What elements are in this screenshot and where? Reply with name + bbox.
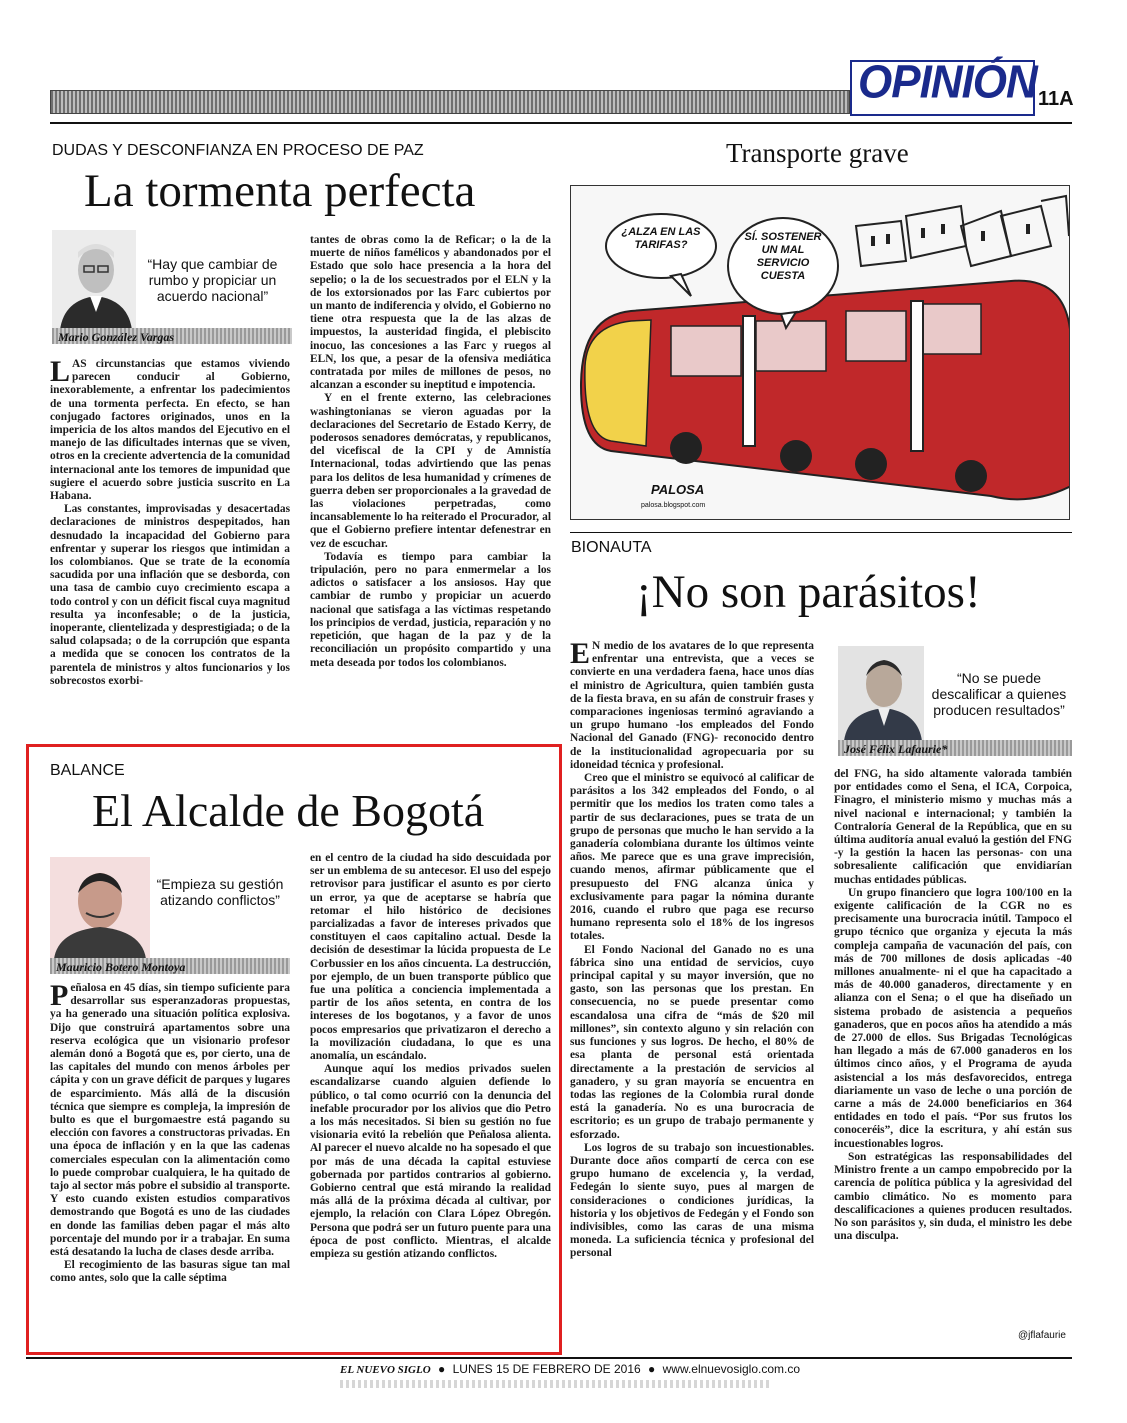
author-bar-lafaurie: José Félix Lafaurie* — [838, 740, 1072, 756]
paragraph: Son estratégicas las responsabilidades del Ministro frente a un campo empobrecido por la carencia de política pública y la agresividad del cambio climático. No es momento para descalificaciones a quienes producen resultados. No son parásitos y, sin duda, el ministro les debe una disculpa. — [834, 1150, 1072, 1243]
article2-column-1 — [570, 637, 814, 1261]
bullet-icon: ● — [438, 1362, 446, 1376]
article2-quote: “No se puede descalificar a quienes producen resultados” — [931, 670, 1067, 718]
cartoon-title: Transporte grave — [726, 138, 909, 168]
speech-bubble-2: SÍ. SOSTENER UN MAL SERVICIO CUESTA — [744, 231, 822, 282]
paragraph: Y en el frente externo, las celebraciones washingtonianas se vieron aguadas por la declaraciones del Secretario de Estado Kerry, de poderosos senadores demócratas, y republicanos, del vicefiscal de la CPI y de Amnistía Internacional, todas advirtiendo que las penas para los delitos de lesa humanidad y crímenes de guerra deben ser proporcionales a la gravedad de las violaciones perpetradas, como incansablemente lo ha reiterado el Procurador, al que el Gobierno prefiere intentar defenestrar en vez de escuchar. — [310, 392, 551, 550]
cartoon-frame — [570, 185, 1070, 520]
article2-top-rule — [570, 532, 1072, 533]
author-photo-botero — [50, 857, 150, 959]
article3-column-2 — [310, 852, 551, 1261]
article3-kicker: BALANCE — [50, 762, 125, 779]
paragraph: eñalosa en 45 días, sin tiempo suficiente para desarrollar sus esperanzadoras propuestas, ya ha generado una situación política explosiva. Dijo que construirá apartamentos sobre una reserva ecológica que un visionario profesor alemán donó a Bogotá que es, por cierto, una de las capitales del mundo con menos árboles per cápita y con un grave déficit de parques y lugares de esparcimiento. Más allá de la discusión técnica que siempre es compleja, la impresión de bulto es que el burgomaestre está pagando su elección con favores a constructoras privadas. En una época de inflación y en la que las cadenas comerciales especulan con la alimentación como lo puede comprobar cualquiera, le ha quitado de tajo al sector más pobre el subsidio al transporte. Y esto cuando existen estudios comparativos demostrando que Bogotá es uno de las ciudades en donde las familias deben pagar el más alto porcentaje del mundo por ir a trabajar. En suma está desatando la lucha de clases desde arriba. — [50, 982, 290, 1259]
paragraph: Un grupo financiero que logra 100/100 en la exigente calificación de la CGR no es precisamente una burocracia inútil. Tampoco el grupo técnico que organiza y ejecuta la más compleja campaña de vacunación del país, con más de 700 millones de dosis aplicadas -40 millones anualmente- ni el que ha capacitado a más de 40.000 ganaderos, directamente y en alianza con el Sena; o el que ha diseñado un sistema probado de asistencia a pequeños ganaderos, que en pocos años ha atendido a más de 27.000 de ellos. Sus Brigadas Tecnológicas han llegado a más de 67.000 ganaderos en los últimos cinco años, y el Programa de ayuda asistencial a los más desfavorecidos, entrega diariamente un vaso de leche o una porción de carne a más de 24.000 beneficiarios en 364 entidades en todo el país. “Por sus frutos los conoceréis”, dice la escritura, y ahí están sus incuestionables logros. — [834, 886, 1072, 1150]
article1-quote: “Hay que cambiar de rumbo y propiciar un acuerdo nacional” — [147, 256, 278, 304]
author-handle: @jflafaurie — [1018, 1330, 1066, 1341]
bullet-icon: ● — [648, 1362, 656, 1376]
cartoon-signature: PALOSA — [651, 482, 705, 497]
paragraph: El recogimiento de las basuras sigue tan mal como antes, solo que la calle séptima — [50, 1259, 290, 1285]
paragraph: del FNG, ha sido altamente valorada también por entidades como el Sena, el ICA, Corpoica, Finagro, el ministerio mismo y muchas más a nivel nacional e internacional; y también la Contraloría General de la República, que en su última auditoría anual evaluó la gestión del FNG -y la gestión la hacen las personas- con una sobresaliente calificación que envidiarían muchas entidades públicas. — [834, 768, 1072, 886]
article3-quote: “Empieza su gestión atizando conflictos” — [156, 876, 284, 908]
author-bar-gonzalez: Mario González Vargas — [52, 328, 292, 344]
dropcap: L — [50, 355, 71, 388]
article2-column-2 — [834, 768, 1072, 1243]
masthead-bar — [50, 90, 850, 114]
paragraph: tantes de obras como la de Reficar; o la de la muerte de niños famélicos y abandonados por el Estado que solo hace presencia a la hora del sepelio; o la de los secuestrados por el ELN y la de los extorsionados por las Farc cubiertos por un manto de indiferencia y olvido, el Gobierno no tiene otra respuesta que la de las alzas de impuestos, la austeridad fingida, el plebiscito inocuo, las concesiones a las Farc y ruegos al ELN, los que, a pesar de la ofensiva mediática contratada por miles de millones de pesos, no alcanzan a esconder su ineptitud e impotencia. — [310, 234, 551, 392]
paragraph: N medio de los avatares de lo que representa enfrentar una entrevista, que a veces se convierte en una verdadera faena, hace unos días el ministro de Agricultura, quien también gusta de la fiesta brava, en su afán de construir frases y comparaciones ingeniosas terminó agraviando a un grupo humano -los empleados del Fondo Nacional del Ganado (FNG)- reconocido dentro de la institucionalidad agropecuaria por su idoneidad técnica y profesional. — [570, 640, 814, 771]
article1-column-1 — [50, 355, 290, 688]
article3-column-1 — [50, 979, 290, 1286]
article1-kicker: DUDAS Y DESCONFIANZA EN PROCESO DE PAZ — [52, 142, 424, 159]
paragraph: Aunque aquí los medios privados suelen escandalizarse cuando alguien defiende lo público, o tal como ocurrió con la denuncia del inefable procurador por los alivios que dio Petro a los más necesitados. Si bien su gestión no fue visionaria evitó la rebelión que Peñalosa alienta. Al parecer el nuevo alcalde no ha sopesado el que por más de una década la capital estuviese gobernada por partidos contrarios al gobierno. Gobierno central que está mirando la realidad más allá de la próxima década al cultivar, por ejemplo, la relación con Clara López Obregón. Persona que podrá ser un futuro puente para una época de post conflicto. Mientras, el alcalde empieza su gestión atizando conflictos. — [310, 1063, 551, 1261]
author-photo-gonzalez — [52, 230, 136, 330]
page-number: 11A — [1038, 88, 1074, 110]
cartoon-signature-url: palosa.blogspot.com — [641, 502, 706, 509]
paragraph: AS circunstancias que estamos viviendo parecen conducir al Gobierno, inexorablemente, a enfrentar los padecimientos de una tormenta perfecta. En efecto, se han conjugado factores originados, unos en la impericia de los altos mandos del Ejecutivo en el manejo de las dificultades internas que se viven, otros en la creciente advertencia de la comunidad internacional ante los temores de impunidad que sugiere el acuerdo sobre justicia suscrito en La Habana. — [50, 358, 290, 503]
dropcap: E — [570, 637, 591, 670]
footer-url[interactable]: www.elnuevosiglo.com.co — [662, 1362, 801, 1376]
dropcap: P — [50, 979, 69, 1012]
paragraph: en el centro de la ciudad ha sido descuidada por ser un emblema de su antecesor. El uso del espejo retrovisor para justificar el asunto es por cierto un error, ya que de aceptarse se habría que retomar el hilo histórico de decisiones parcializadas a favor de intereses privados que constituyen el caos capitalino actual. Desde la decisión de desestimar la lúcida propuesta de Le Corbussier en los años cincuenta. La destrucción, por ejemplo, de un buen transporte público que fue una política a conciencia implementada a partir de los años setenta, en contra de los intereses de los bogotanos, y a favor de unos pocos empresarios que privatizaron el derecho a la movilización ciudadana, lo que es una anomalía, un escándalo. — [310, 852, 551, 1063]
paragraph: Las constantes, improvisadas y desacertadas declaraciones de ministros despepitados, han desnudado la incapacidad del Gobierno para enfrentar y superar los riesgos que intimidan a los colombianos. Que se trate de la economía sacudida por una inflación que se desborda, con una tasa de cambio cuyo crecimiento escapa a todo control y con un déficit fiscal cuya magnitud resulta ya inconfesable; o de la justicia, inoperante, clientelizada y desprestigiada; o de la salud colapsada; o de la corrupción que espanta a medida que se conocen los contratos de la parentela de ministros y altos funcionarios y los sobrecostos exorbi- — [50, 503, 290, 687]
paragraph: Creo que el ministro se equivocó al calificar de parásitos a los 342 empleados del Fondo, o al permitir que los medios los traten como tales a partir de sus declaraciones, pues se trata de un grupo de personas que mucho le han servido a la ganadería colombiana durante los últimos veinte años. Me parece que es una grave imprecisión, cuando menos, afirmar públicamente que el presupuesto del FNG alcanza única y exclusivamente para pagar la nómina durante 2016, cuando el rubro que paga ese recurso humano representa solo el 18% de los ingresos totales. — [570, 772, 814, 943]
article3-headline: El Alcalde de Bogotá — [92, 785, 485, 836]
masthead-rule — [50, 122, 1072, 124]
footer-rule — [26, 1357, 1072, 1359]
article1-headline: La tormenta perfecta — [84, 165, 476, 217]
footer-noise-strip — [340, 1380, 770, 1388]
author-photo-lafaurie — [838, 646, 924, 741]
author-bar-botero: Mauricio Botero Montoya — [50, 958, 290, 974]
footer-date: LUNES 15 DE FEBRERO DE 2016 — [452, 1362, 641, 1376]
paragraph: Todavía es tiempo para cambiar la tripulación, pero no para enmermelar a los adictos o satisfacer a los ansiosos. Hay que cambiar de rumbo y propiciar un acuerdo nacional que satisfaga a las víctimas respetando los principios de verdad, justicia, reparación y no repetición, que hagan de la paz y de la reconciliación un propósito compartido y una meta deseada por todos los colombianos. — [310, 550, 551, 669]
footer-paper-name: EL NUEVO SIGLO — [340, 1364, 431, 1376]
article2-kicker: BIONAUTA — [571, 539, 652, 556]
footer-line — [340, 1362, 800, 1376]
speech-bubble-1: ¿ALZA EN LAS TARIFAS? — [621, 226, 701, 251]
section-title: OPINIÓN — [858, 56, 1037, 109]
article1-column-2 — [310, 234, 551, 670]
paragraph: Los logros de su trabajo son incuestionables. Durante doce años compartí de cerca con ese grupo humano de excelencia y, la verdad, Fedegán lo siente suyo, pues al margen de consideraciones o condiciones jurídicas, la historia y los objetivos de Fedegán y el Fondo son indivisibles, como las caras de una misma moneda. La suficiencia técnica y profesional del personal — [570, 1141, 814, 1260]
article2-headline: ¡No son parásitos! — [636, 566, 981, 618]
paragraph: El Fondo Nacional del Ganado no es una fábrica sino una entidad de servicios, cuyo principal capital y su mayor inversión, que no gasto, son las personas que los prestan. En consecuencia, no se puede presentar como escandalosa una cifra de “más de $20 mil millones”, sin contexto alguno y sin relación con sus funciones y sus logros. De hecho, el 80% de esa planta de personal está orientada directamente a la prestación de servicios al ganadero, y su gran mayoría se encuentra en todas las regiones de la Colombia rural donde está la ganadería. No es una burocracia de escritorio; es un grupo de trabajo permanente y esforzado. — [570, 943, 814, 1141]
